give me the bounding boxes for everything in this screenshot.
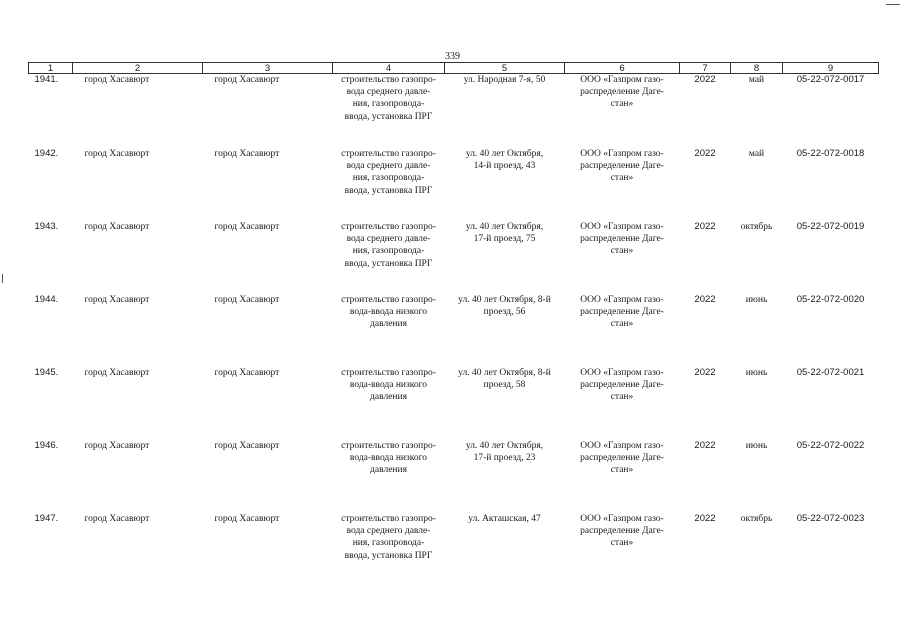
column-header: 7	[680, 63, 731, 74]
organization-cell	[565, 513, 680, 571]
work-line: давления	[370, 465, 407, 476]
work-description-cell	[333, 294, 445, 367]
organization-line: распределение Даге-	[580, 87, 664, 98]
address-line: ул. 40 лет Октября,	[465, 222, 544, 232]
organization-line: ООО «Газпром газо-	[580, 75, 664, 85]
address-cell	[445, 440, 565, 513]
organization-line: стан»	[610, 246, 634, 257]
organization-line: ООО «Газпром газо-	[580, 149, 664, 159]
month-cell: май	[748, 149, 765, 159]
month-cell: июнь	[745, 368, 768, 378]
row-number-cell: 1941.	[34, 74, 59, 85]
table-row	[29, 294, 879, 367]
table-row	[29, 221, 879, 294]
work-line: вода среднего давле-	[346, 87, 431, 98]
address-line: 14-й проезд, 43	[473, 161, 536, 172]
month-cell: июнь	[745, 441, 768, 451]
year-cell: 2022	[694, 74, 716, 85]
work-line: строительство газопро-	[341, 75, 436, 85]
work-line: давления	[370, 319, 407, 330]
address-line: проезд, 56	[483, 307, 526, 318]
code-cell: 05-22-072-0021	[796, 367, 865, 378]
organization-line: распределение Даге-	[580, 307, 664, 318]
year-cell: 2022	[694, 440, 716, 451]
column-header: 1	[29, 63, 73, 74]
work-line: строительство газопро-	[341, 295, 436, 305]
organization-line: стан»	[610, 99, 634, 110]
work-description-cell	[333, 367, 445, 440]
row-number-cell: 1942.	[34, 148, 59, 159]
organization-line: ООО «Газпром газо-	[580, 368, 664, 378]
month-cell: октябрь	[740, 514, 773, 524]
work-line: ввода, установка ПРГ	[344, 550, 433, 561]
work-description-cell	[333, 440, 445, 513]
year-cell: 2022	[694, 367, 716, 378]
work-line: вода среднего давле-	[346, 526, 431, 537]
work-line: вода-ввода низкого	[349, 380, 428, 391]
registry-table	[28, 62, 879, 571]
organization-line: стан»	[610, 173, 634, 184]
code-cell: 05-22-072-0018	[796, 148, 865, 159]
address-line: 17-й проезд, 75	[473, 234, 536, 245]
settlement-cell: город Хасавюрт	[214, 149, 280, 159]
address-line: ул. 40 лет Октября,	[465, 149, 544, 159]
code-cell: 05-22-072-0017	[796, 74, 865, 85]
address-cell	[445, 367, 565, 440]
work-line: ния, газопровода-	[352, 538, 425, 549]
code-cell: 05-22-072-0022	[796, 440, 865, 451]
table-row	[29, 367, 879, 440]
month-cell: июнь	[745, 295, 768, 305]
organization-cell	[565, 367, 680, 440]
code-cell: 05-22-072-0019	[796, 221, 865, 232]
settlement-cell: город Хасавюрт	[214, 222, 280, 232]
column-header: 5	[445, 63, 565, 74]
district-cell: город Хасавюрт	[84, 222, 150, 232]
organization-line: стан»	[610, 392, 634, 403]
work-line: ния, газопровода-	[352, 173, 425, 184]
column-header: 6	[565, 63, 680, 74]
address-cell	[445, 513, 565, 571]
work-line: вода среднего давле-	[346, 161, 431, 172]
month-cell: май	[748, 75, 765, 85]
header-row	[29, 63, 879, 74]
work-description-cell	[333, 513, 445, 571]
address-line: ул. Акташская, 47	[468, 514, 541, 524]
organization-line: распределение Даге-	[580, 234, 664, 245]
organization-line: распределение Даге-	[580, 526, 664, 537]
table-row	[29, 440, 879, 513]
work-line: ввода, установка ПРГ	[344, 185, 433, 196]
address-cell	[445, 221, 565, 294]
address-line: ул. Народная 7-я, 50	[463, 75, 546, 85]
district-cell: город Хасавюрт	[84, 75, 150, 85]
organization-cell	[565, 221, 680, 294]
district-cell: город Хасавюрт	[84, 149, 150, 159]
work-line: ввода, установка ПРГ	[344, 258, 433, 269]
column-header: 2	[73, 63, 203, 74]
organization-line: ООО «Газпром газо-	[580, 222, 664, 232]
month-cell: октябрь	[740, 222, 773, 232]
table-row	[29, 513, 879, 571]
work-line: давления	[370, 392, 407, 403]
year-cell: 2022	[694, 148, 716, 159]
organization-line: распределение Даге-	[580, 380, 664, 391]
scan-edge-mark-top-right	[886, 4, 900, 5]
work-line: строительство газопро-	[341, 441, 436, 451]
work-line: вода-ввода низкого	[349, 453, 428, 464]
district-cell: город Хасавюрт	[84, 295, 150, 305]
scan-edge-mark-left	[2, 274, 3, 283]
work-line: вода-ввода низкого	[349, 307, 428, 318]
settlement-cell: город Хасавюрт	[214, 514, 280, 524]
table-row	[29, 148, 879, 221]
work-line: ввода, установка ПРГ	[344, 111, 433, 122]
column-header: 4	[333, 63, 445, 74]
organization-line: ООО «Газпром газо-	[580, 441, 664, 451]
organization-line: стан»	[610, 319, 634, 330]
work-description-cell	[333, 74, 445, 149]
address-line: проезд, 58	[483, 380, 526, 391]
organization-line: ООО «Газпром газо-	[580, 295, 664, 305]
row-number-cell: 1945.	[34, 367, 59, 378]
settlement-cell: город Хасавюрт	[214, 75, 280, 85]
address-line: 17-й проезд, 23	[473, 453, 536, 464]
work-line: строительство газопро-	[341, 368, 436, 378]
district-cell: город Хасавюрт	[84, 514, 150, 524]
row-number-cell: 1943.	[34, 221, 59, 232]
work-line: строительство газопро-	[341, 514, 436, 524]
organization-cell	[565, 148, 680, 221]
work-line: строительство газопро-	[341, 222, 436, 232]
year-cell: 2022	[694, 221, 716, 232]
year-cell: 2022	[694, 294, 716, 305]
address-cell	[445, 74, 565, 149]
organization-line: стан»	[610, 465, 634, 476]
address-line: ул. 40 лет Октября, 8-й	[458, 295, 551, 305]
work-line: ния, газопровода-	[352, 99, 425, 110]
district-cell: город Хасавюрт	[84, 368, 150, 378]
organization-cell	[565, 440, 680, 513]
address-cell	[445, 294, 565, 367]
address-cell	[445, 148, 565, 221]
work-line: вода среднего давле-	[346, 234, 431, 245]
code-cell: 05-22-072-0023	[796, 513, 865, 524]
organization-cell	[565, 74, 680, 149]
address-line: ул. 40 лет Октября, 8-й	[458, 368, 551, 378]
settlement-cell: город Хасавюрт	[214, 441, 280, 451]
row-number-cell: 1944.	[34, 294, 59, 305]
code-cell: 05-22-072-0020	[796, 294, 865, 305]
column-header: 3	[203, 63, 333, 74]
year-cell: 2022	[694, 513, 716, 524]
column-header: 8	[731, 63, 783, 74]
organization-line: стан»	[610, 538, 634, 549]
organization-line: распределение Даге-	[580, 453, 664, 464]
organization-line: распределение Даге-	[580, 161, 664, 172]
page-number: 339	[445, 51, 460, 62]
work-line: ния, газопровода-	[352, 246, 425, 257]
table-row	[29, 74, 879, 149]
column-header: 9	[783, 63, 879, 74]
organization-line: ООО «Газпром газо-	[580, 514, 664, 524]
address-line: ул. 40 лет Октября,	[465, 441, 544, 451]
work-description-cell	[333, 221, 445, 294]
settlement-cell: город Хасавюрт	[214, 368, 280, 378]
row-number-cell: 1946.	[34, 440, 59, 451]
work-line: строительство газопро-	[341, 149, 436, 159]
work-description-cell	[333, 148, 445, 221]
settlement-cell: город Хасавюрт	[214, 295, 280, 305]
district-cell: город Хасавюрт	[84, 441, 150, 451]
row-number-cell: 1947.	[34, 513, 59, 524]
organization-cell	[565, 294, 680, 367]
